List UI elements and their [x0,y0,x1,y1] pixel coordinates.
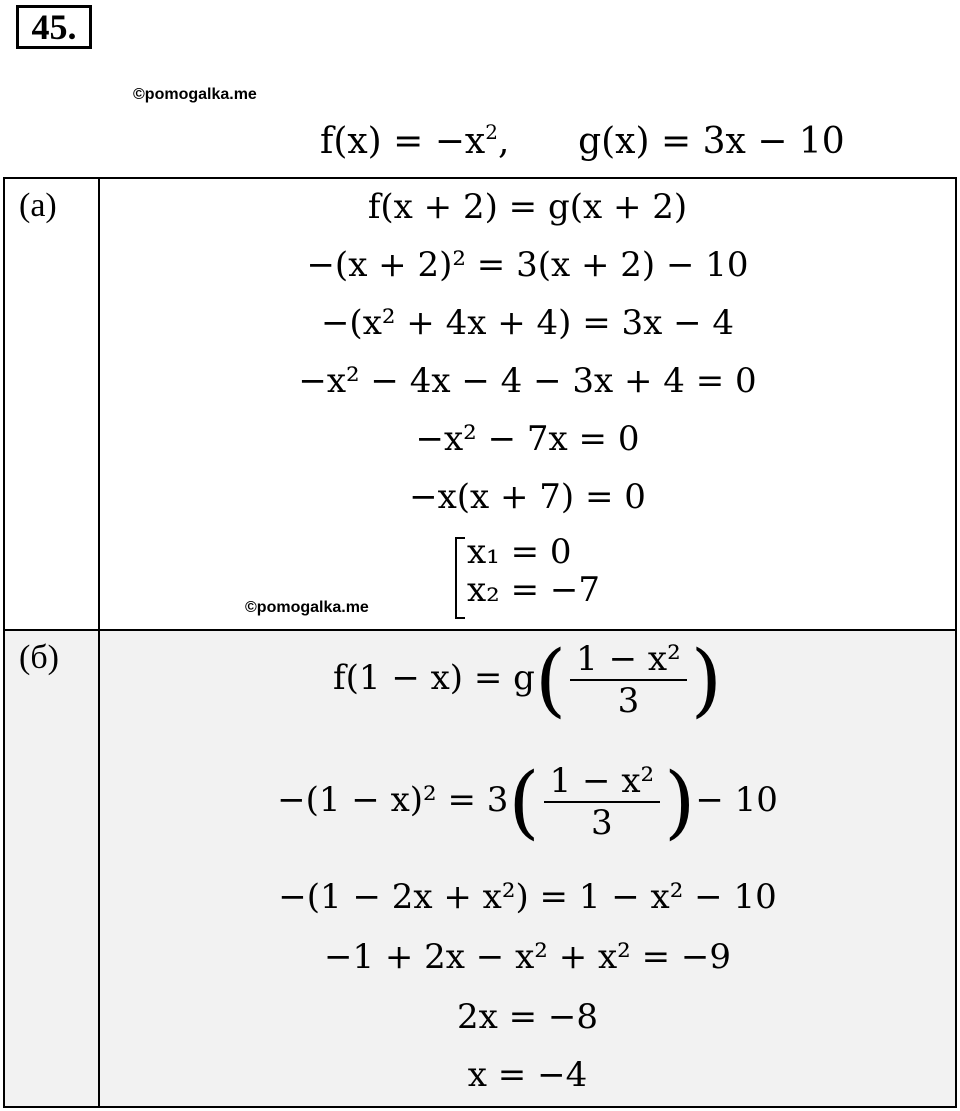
fraction [570,639,687,721]
solution-table [3,177,957,1108]
square-bracket-icon [455,537,465,619]
watermark: ©pomogalka.me [133,86,257,103]
roots-bracket-system [455,533,600,609]
part-a-line: −x(x + 7) = 0 [409,477,646,517]
part-b-line: −1 + 2x − x² + x² = −9 [323,937,732,977]
given-f: f(x) = −x [320,121,486,162]
part-b-line: 2x = −8 [456,997,599,1037]
roots-system [100,533,955,610]
part-a-line: −x² − 7x = 0 [415,419,640,459]
fraction-denominator: 3 [617,681,640,721]
column-divider [98,179,100,1106]
root-1: x₁ = 0 [466,532,572,572]
fraction-numerator: 1 − x² [544,761,661,803]
right-paren-icon: ) [664,755,696,848]
right-paren-icon: ) [690,633,722,726]
left-paren-icon: ( [534,633,567,726]
part-a-line: −(x + 2)² = 3(x + 2) − 10 [306,245,749,285]
problem-number: 45. [16,5,92,49]
part-b-equation-2 [100,755,955,848]
part-b-row [5,631,955,1106]
part-a-row [5,179,955,631]
part-a-line: −x² − 4x − 4 − 3x + 4 = 0 [298,361,757,401]
part-b-label: (б) [19,639,59,676]
left-paren-icon: ( [508,755,540,848]
fraction-denominator: 3 [591,803,613,843]
eq2-right: − 10 [695,780,778,820]
given-g: g(x) = 3x − 10 [578,121,845,162]
part-b-line: x = −4 [467,1055,588,1095]
fraction-numerator: 1 − x² [570,639,687,681]
root-2: x₂ = −7 [466,570,601,610]
part-a-line: −(x² + 4x + 4) = 3x − 4 [320,303,735,343]
part-b-line: −(1 − 2x + x²) = 1 − x² − 10 [278,877,777,917]
part-a-line: f(x + 2) = g(x + 2) [367,187,688,227]
given-separator: , [497,121,510,162]
given-functions [320,120,920,170]
part-b-equation-1 [100,633,955,726]
watermark: ©pomogalka.me [245,599,369,616]
part-a-label: (а) [19,187,57,224]
eq1-left: f(1 − x) = g [333,658,535,698]
eq2-left: −(1 − x)² = 3 [277,780,509,820]
given-f-exponent: 2 [485,120,498,144]
fraction [544,761,661,843]
